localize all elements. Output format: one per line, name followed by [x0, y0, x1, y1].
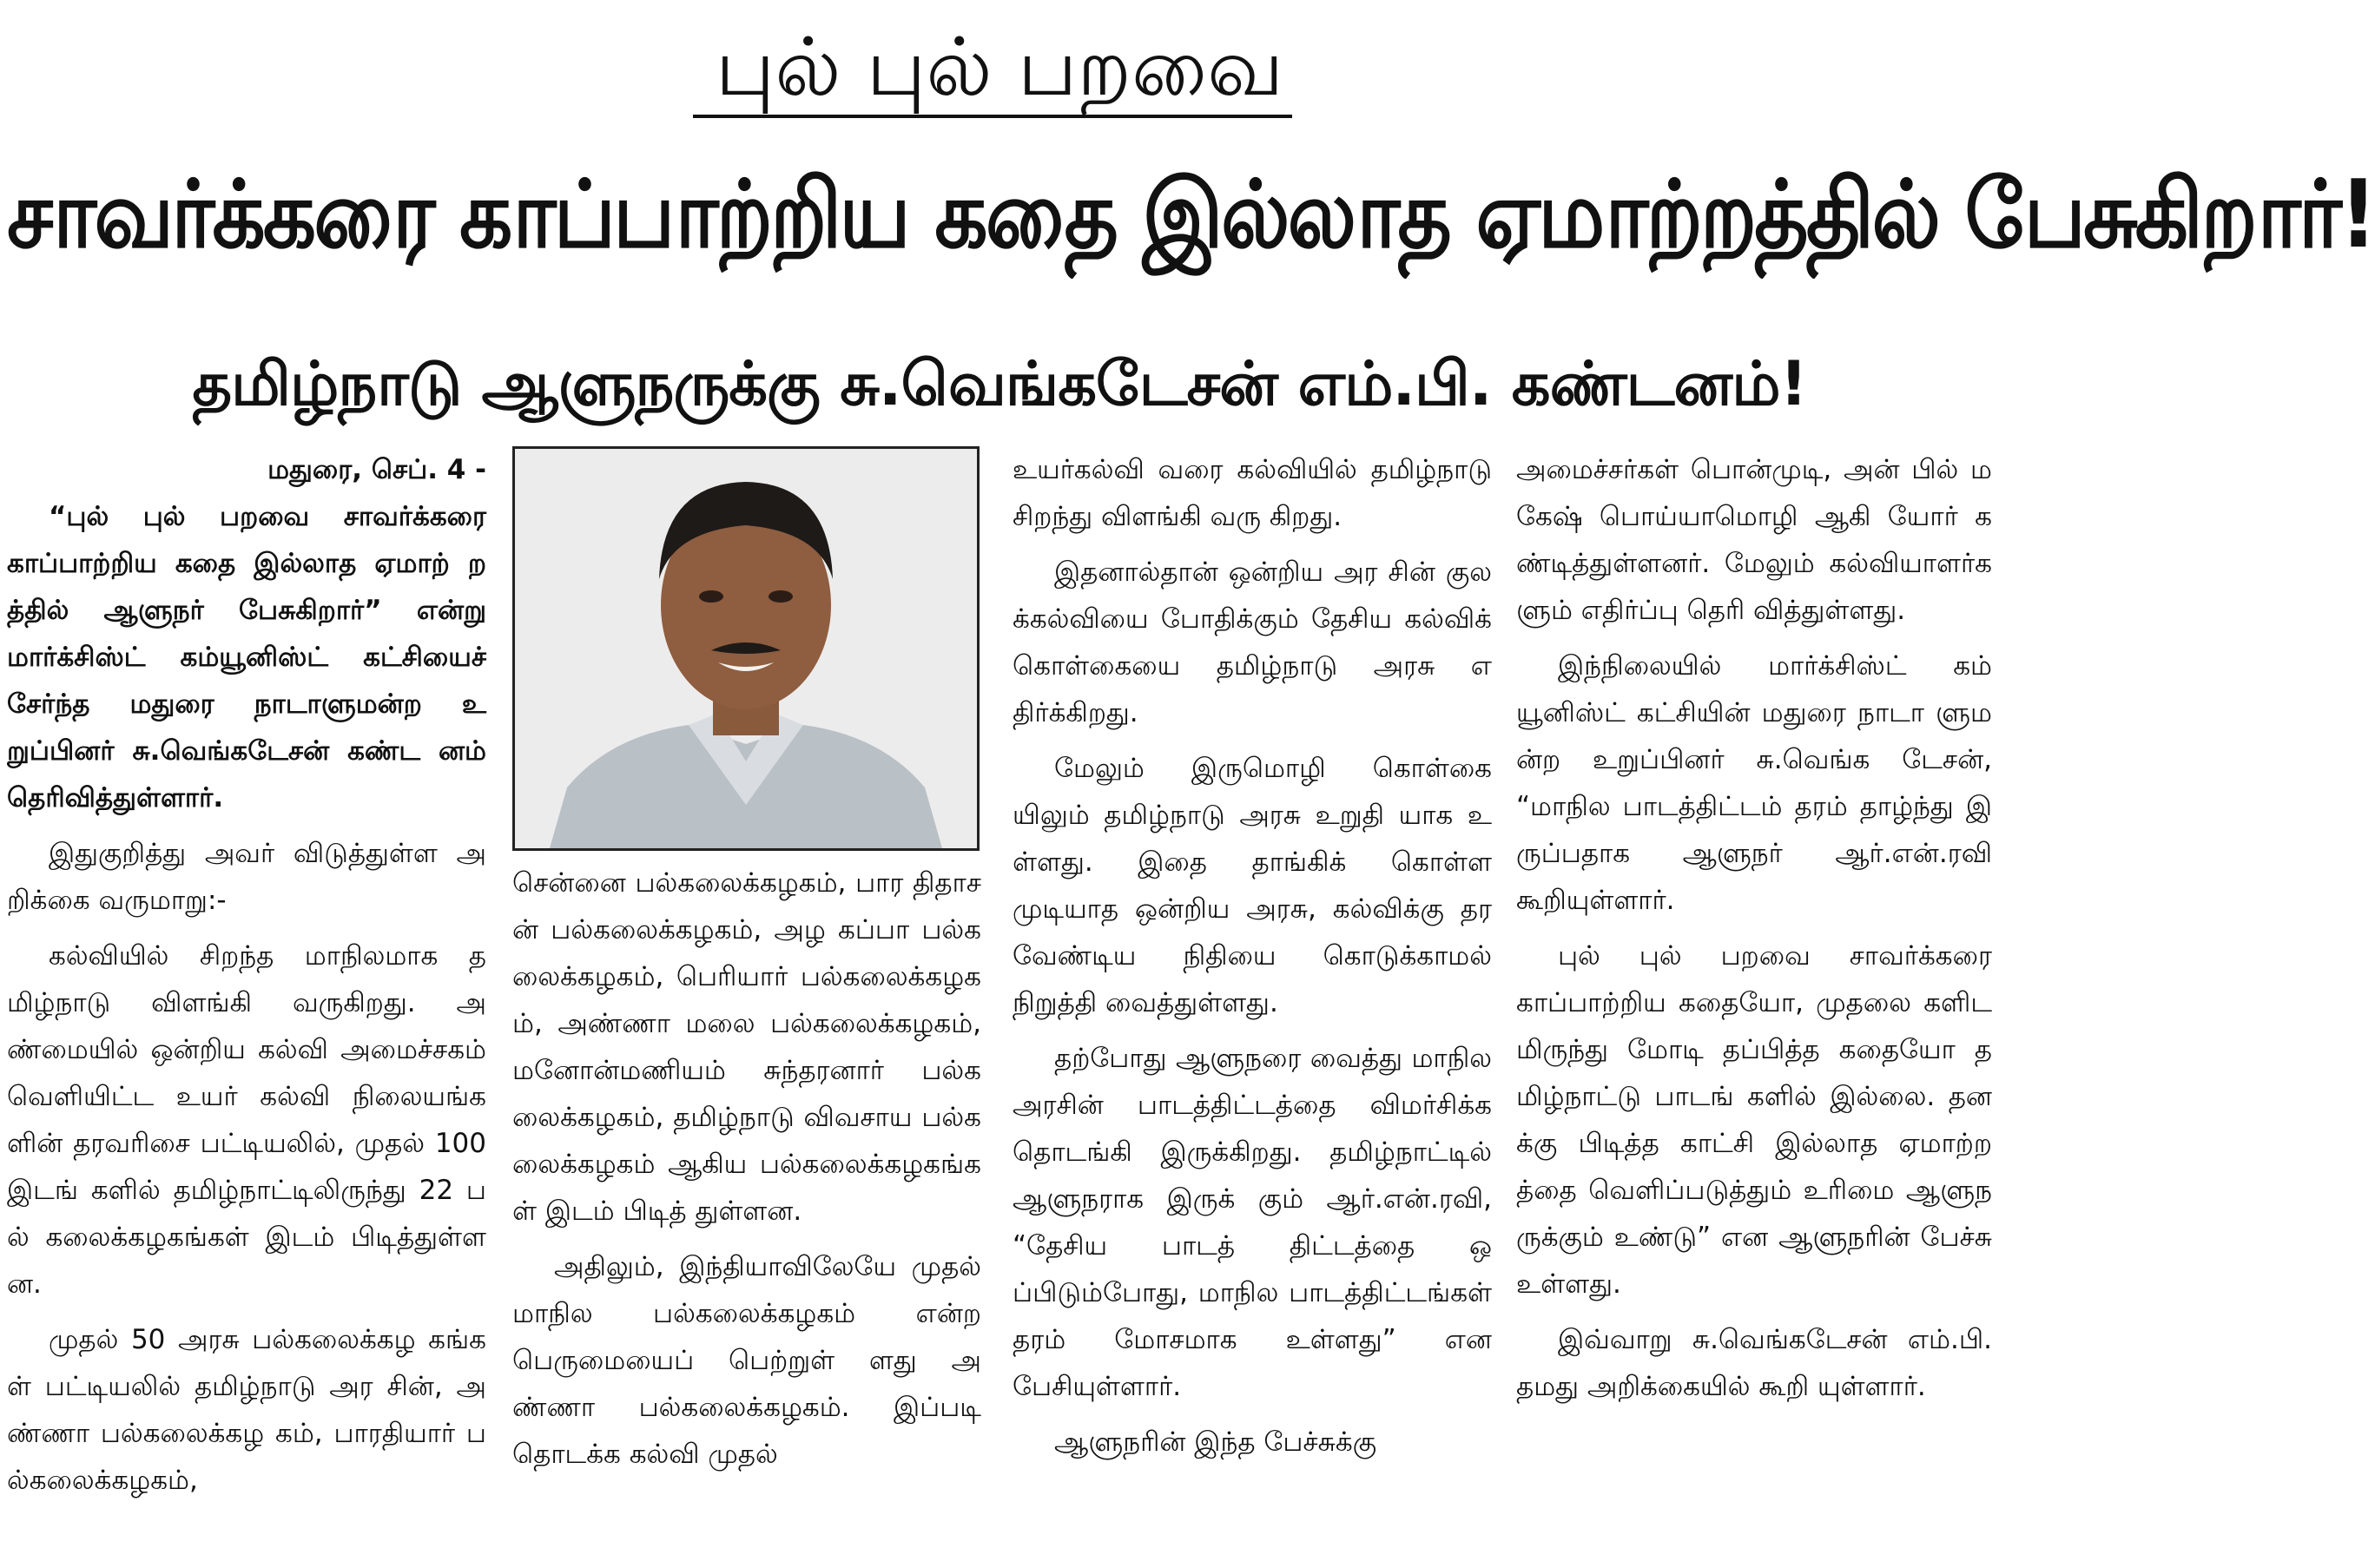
paragraph: உயர்கல்வி வரை கல்வியில் தமிழ்நாடு சிறந்து விளங்கி வரு கிறது.	[1013, 454, 1492, 532]
portrait-photo	[512, 446, 980, 851]
paragraph: புல் புல் பறவை சாவர்க்கரை காப்பாற்றிய கதையோ, முதலை களிடமிருந்து மோடி தப்பித்த கதையோ தமிழ்நாட்டு பாடங் களில் இல்லை. தனக்கு பிடித்த காட்சி இல்லாத ஏமாற்றத்தை வெளிப்படுத்தும் உரிமை ஆளுநருக்கும் உண்டு” என ஆளுநரின் பேச்சு உள்ளது.	[1516, 940, 1992, 1300]
paragraph: இவ்வாறு சு.வெங்கடேசன் எம்.பி. தமது அறிக்கையில் கூறி யுள்ளார்.	[1516, 1324, 1992, 1402]
paragraph: தற்போது ஆளுநரை வைத்து மாநில அரசின் பாடத்திட்டத்தை விமர்சிக்க தொடங்கி இருக்கிறது. தமிழ்நாட்டில் ஆளுநராக இருக் கும் ஆர்.என்.ரவி, “தேசிய பாடத் திட்டத்தை ஒப்பிடும்போது, மாநில பாடத்திட்டங்கள் தரம் மோசமாக உள்ளது” என பேசியுள்ளார்.	[1013, 1043, 1492, 1402]
paragraph: ஆளுநரின் இந்த பேச்சுக்கு	[1054, 1426, 1377, 1458]
kicker-underline	[693, 115, 1292, 118]
paragraph: இதனால்தான் ஒன்றிய அர சின் குலக்கல்வியை போதிக்கும் தேசிய கல்விக் கொள்கையை தமிழ்நாடு அரசு எதிர்க்கிறது.	[1013, 557, 1492, 728]
paragraph: அதிலும், இந்தியாவிலேயே முதல் மாநில பல்கலைக்கழகம் என்ற பெருமையைப் பெற்றுள் ளது அண்ணா பல்கலைக்கழகம். இப்படி தொடக்க கல்வி முதல்	[512, 1251, 981, 1470]
article-column-2	[512, 860, 981, 1566]
paragraph: சென்னை பல்கலைக்கழகம், பார திதாசன் பல்கலைக்கழகம், அழ கப்பா பல்கலைக்கழகம், பெரியார் பல்கலைக்கழகம், அண்ணா மலை பல்கலைக்கழகம், மனோன்மணியம் சுந்தரனார் பல்கலைக்கழகம், தமிழ்நாடு விவசாய பல்கலைக்கழகம் ஆகிய பல்கலைக்கழகங்கள் இடம் பிடித் துள்ளன.	[512, 867, 981, 1227]
lead-paragraph: “புல் புல் பறவை சாவர்க்கரை காப்பாற்றிய கதை இல்லாத ஏமாற் றத்தில் ஆளுநர் பேசுகிறார்” என்று மார்க்சிஸ்ட் கம்யூனிஸ்ட் கட்சியைச் சேர்ந்த மதுரை நாடாளுமன்ற உறுப்பினர் சு.வெங்கடேசன் கண்ட னம் தெரிவித்துள்ளார்.	[7, 501, 486, 814]
article-column-4	[1516, 446, 1992, 1566]
kicker-title: புல் புல் பறவை	[715, 21, 1284, 114]
paragraph: முதல் 50 அரசு பல்கலைக்கழ கங்கள் பட்டியலில் தமிழ்நாடு அர சின், அண்ணா பல்கலைக்கழ கம், பாரதியார் பல்கலைக்கழகம்,	[7, 1324, 486, 1496]
portrait-illustration	[515, 449, 977, 848]
dateline: மதுரை, செப். 4 -	[267, 454, 486, 485]
paragraph: மேலும் இருமொழி கொள்கை யிலும் தமிழ்நாடு அரசு உறுதி யாக உள்ளது. இதை தாங்கிக் கொள்ள முடியாத ஒன்றிய அரசு, கல்விக்கு தரவேண்டிய நிதியை கொடுக்காமல் நிறுத்தி வைத்துள்ளது.	[1013, 753, 1492, 1018]
paragraph: இதுகுறித்து அவர் விடுத்துள்ள அறிக்கை வருமாறு:-	[7, 838, 486, 916]
paragraph: கல்வியில் சிறந்த மாநிலமாக தமிழ்நாடு விளங்கி வருகிறது. அண்மையில் ஒன்றிய கல்வி அமைச்சகம் வெளியிட்ட உயர் கல்வி நிலையங்களின் தரவரிசை பட்டியலில், முதல் 100 இடங் களில் தமிழ்நாட்டிலிருந்து 22 பல் கலைக்கழகங்கள் இடம் பிடித்துள்ளன.	[7, 940, 486, 1300]
paragraph: அமைச்சர்கள் பொன்முடி, அன் பில் மகேஷ் பொய்யாமொழி ஆகி யோர் கண்டித்துள்ளனர். மேலும் கல்வியாளர்களும் எதிர்ப்பு தெரி வித்துள்ளது.	[1516, 454, 1992, 626]
subheadline: தமிழ்நாடு ஆளுநருக்கு சு.வெங்கடேசன் எம்.பி. கண்டனம்!	[192, 348, 1807, 419]
paragraph: இந்நிலையில் மார்க்சிஸ்ட் கம் யூனிஸ்ட் கட்சியின் மதுரை நாடா ளுமன்ற உறுப்பினர் சு.வெங்க டேசன், “மாநில பாடத்திட்டம் தரம் தாழ்ந்து இருப்பதாக ஆளுநர் ஆர்.என்.ரவி கூறியுள்ளார்.	[1516, 650, 1992, 916]
article-column-1	[7, 446, 486, 1566]
headline: சாவர்க்கரை காப்பாற்றிய கதை இல்லாத ஏமாற்றத்தில் பேசுகிறார்!	[7, 160, 2375, 269]
article-column-3	[1013, 446, 1492, 1566]
